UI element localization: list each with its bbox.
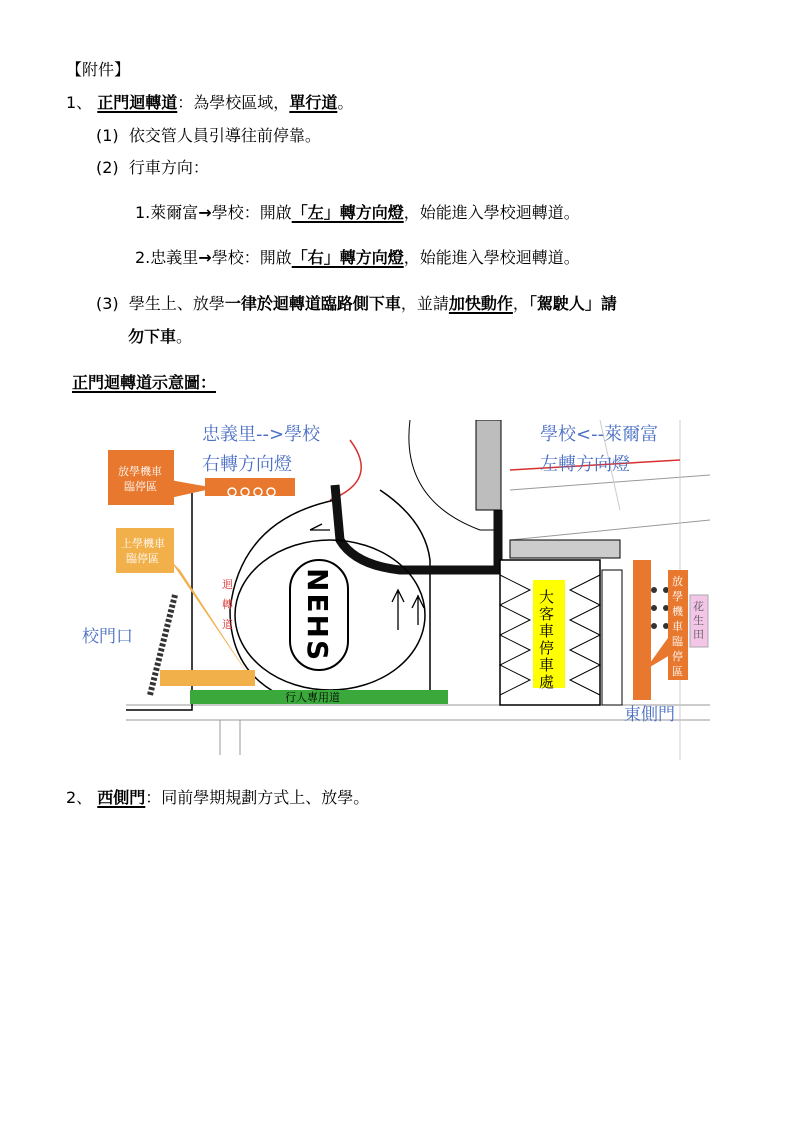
- loop-label-3: 道: [222, 618, 233, 631]
- diagram-title: 正門迴轉道示意圖：: [72, 373, 217, 392]
- loop-label-1: 迴: [222, 578, 233, 591]
- item2-desc: ：同前學期規劃方式上、放學。: [145, 788, 370, 807]
- nehs-logo: NEHS: [301, 568, 334, 663]
- release-right-6: 停: [672, 650, 683, 663]
- sub3-number: (3): [96, 294, 119, 313]
- item1-title: 正門迴轉道: [97, 93, 178, 112]
- dir1-note: ，始能進入學校迴轉道。: [403, 203, 580, 222]
- release-right-7: 區: [672, 665, 683, 678]
- go-box-line1: 上學機車: [121, 537, 165, 550]
- item1-desc-a: ：為學校區域，: [177, 93, 290, 112]
- item2-number: 2、: [66, 788, 93, 807]
- bus-label-1: 大: [539, 588, 555, 606]
- direction-1: [135, 203, 580, 223]
- turnaround-diagram: [80, 420, 710, 760]
- item1-sub3-line2: [128, 327, 192, 347]
- garden-3: 田: [693, 628, 704, 641]
- east-gate-label: 東側門: [624, 705, 675, 725]
- lane-arrow-1: [310, 524, 330, 530]
- sub1-number: (1): [96, 126, 119, 145]
- walkway-label: 行人專用道: [285, 691, 340, 704]
- release-zone-top: [205, 478, 295, 496]
- release-right-3: 機: [672, 605, 683, 618]
- attachment-heading: 【附件】: [66, 60, 131, 79]
- sub3-text-b: 一律於迴轉道臨路側下車: [224, 294, 401, 313]
- sub3-text-a: 學生上、放學: [128, 294, 225, 313]
- dir1-origin: 1.萊爾富: [135, 203, 199, 222]
- item1-number: 1、: [66, 93, 93, 112]
- sub3-text-c: ，並請: [400, 294, 449, 313]
- lane-arrow-2: [392, 590, 404, 630]
- item1-desc-b: 。: [337, 93, 354, 112]
- release-right-2: 學: [672, 590, 683, 603]
- bus-label-3: 車: [539, 622, 555, 640]
- sub2-number: (2): [96, 158, 119, 177]
- dir2-signal: 「右」轉方向燈: [291, 248, 404, 267]
- item2-line: [66, 788, 369, 808]
- one-way-label: 單行道: [289, 93, 338, 112]
- right-signal-label: 左轉方向燈: [540, 454, 630, 475]
- bus-label-4: 停: [539, 639, 555, 657]
- dir2-dest: 學校：開啟: [211, 248, 292, 267]
- release-box-left-line1: 放學機車: [118, 465, 162, 478]
- sub3-speed-up: 加快動作: [448, 294, 513, 313]
- dir1-signal: 「左」轉方向燈: [291, 203, 404, 222]
- item1-sub1: [96, 126, 321, 146]
- sub3-period: 。: [176, 327, 193, 346]
- garden-1: 花: [693, 600, 704, 613]
- go-school-box: [116, 528, 174, 573]
- right-route-label: 學校<--萊爾富: [540, 424, 659, 445]
- sub3-driver: 「駕駛人」請: [528, 294, 617, 313]
- hatched-block-top: [476, 420, 501, 510]
- school-gate-label: 校門口: [82, 627, 133, 647]
- item1-line: [66, 93, 353, 113]
- release-right-5: 臨: [672, 635, 683, 648]
- scooter-icon: [651, 587, 669, 629]
- sub3-no-exit: 勿下車: [128, 327, 177, 346]
- garden-2: 生: [693, 614, 704, 627]
- east-strip: [602, 570, 622, 705]
- item2-title: 西側門: [97, 788, 146, 807]
- dir2-origin: 2.忠義里: [135, 248, 199, 267]
- release-zone-right: [633, 560, 651, 700]
- go-box-line2: 臨停區: [126, 552, 159, 565]
- left-route-label: 忠義里-->學校: [202, 424, 321, 445]
- dir2-note: ，始能進入學校迴轉道。: [403, 248, 580, 267]
- bus-label-6: 處: [539, 673, 555, 691]
- sub1-text: 依交管人員引導往前停靠。: [128, 126, 321, 145]
- bus-label-5: 車: [539, 656, 555, 674]
- sub3-comma: ，: [512, 294, 529, 313]
- item1-sub3-line1: [96, 294, 617, 314]
- left-signal-label: 右轉方向燈: [202, 454, 292, 475]
- dir2-arrow: →: [198, 248, 212, 267]
- yellow-zone-bottom: [160, 670, 255, 686]
- release-right-1: 放: [672, 575, 683, 588]
- hatched-block-right: [510, 540, 620, 558]
- item1-sub2: [96, 158, 209, 178]
- sub2-text: 行車方向：: [128, 158, 209, 177]
- dir1-arrow: →: [198, 203, 212, 222]
- dir1-dest: 學校：開啟: [211, 203, 292, 222]
- release-right-4: 車: [672, 620, 683, 633]
- release-box-left-line2: 臨停區: [124, 480, 157, 493]
- direction-2: [135, 248, 580, 268]
- loop-label-2: 轉: [222, 598, 233, 611]
- callout-pointer-go: [170, 560, 255, 685]
- bus-label-2: 客: [539, 605, 555, 623]
